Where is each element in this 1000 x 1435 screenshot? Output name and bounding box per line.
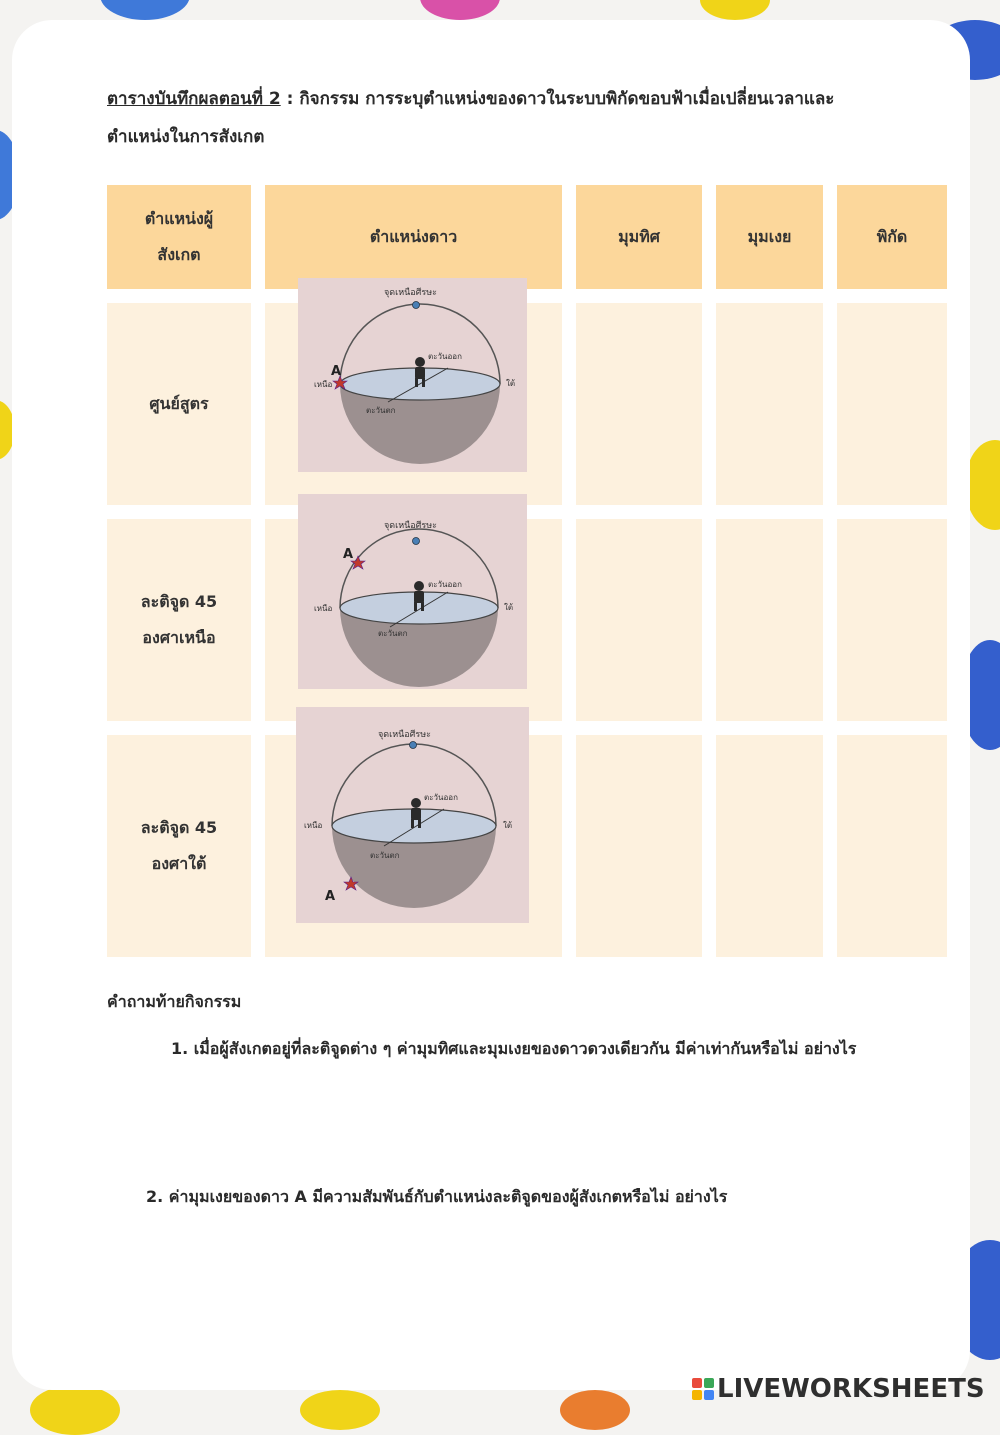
cell-azimuth-1[interactable] [576, 303, 702, 505]
paint-splash [560, 1390, 630, 1430]
west-label: ตะวันตก [378, 629, 408, 638]
zenith-label: จุดเหนือศีรษะ [378, 730, 431, 740]
cell-coordinate-3[interactable] [837, 735, 947, 957]
south-label: ใต้ [504, 603, 514, 612]
title-line1: : กิจกรรม การระบุตำแหน่งของดาวในระบบพิกัดขอบฟ้าเมื่อเปลี่ยนเวลาและ [280, 89, 835, 109]
paint-splash [300, 1390, 380, 1430]
header-azimuth: มุมทิศ [576, 185, 702, 289]
cell-altitude-1[interactable] [716, 303, 823, 505]
header-observer: ตำแหน่งผู้ สังเกต [107, 185, 251, 289]
star-a-marker [351, 556, 365, 569]
row-observer-equator: ศูนย์สูตร [107, 303, 251, 505]
row-observer-45s: ละติจูด 45 องศาใต้ [107, 735, 251, 957]
title-line2: ตำแหน่งในการสังเกต [107, 127, 265, 147]
paint-splash [100, 0, 190, 20]
page-title [107, 80, 907, 156]
celestial-sphere-diagram-3 [296, 707, 529, 923]
paint-splash [965, 440, 1000, 530]
north-label: เหนือ [304, 821, 323, 830]
east-label: ตะวันออก [424, 793, 458, 802]
cell-coordinate-1[interactable] [837, 303, 947, 505]
logo-mark-icon [692, 1378, 714, 1400]
celestial-sphere-diagram-1 [298, 278, 527, 472]
star-label: A [325, 889, 336, 904]
paint-splash [420, 0, 500, 20]
title-prefix: ตารางบันทึกผลตอนที่ 2 [107, 89, 281, 109]
west-label: ตะวันตก [366, 406, 396, 415]
north-label: เหนือ [314, 604, 333, 613]
cell-azimuth-2[interactable] [576, 519, 702, 721]
paint-splash [30, 1385, 120, 1435]
question-1: 1. เมื่อผู้สังเกตอยู่ที่ละติจูดต่าง ๆ ค่ามุมทิศและมุมเงยของดาวดวงเดียวกัน มีค่าเท่ากันหรือไม่ อย่างไร [171, 1039, 857, 1058]
north-label: เหนือ [314, 380, 333, 389]
star-label: A [343, 547, 354, 562]
east-label: ตะวันออก [428, 580, 462, 589]
liveworksheets-logo [692, 1372, 985, 1406]
row-observer-45n: ละติจูด 45 องศาเหนือ [107, 519, 251, 721]
east-label: ตะวันออก [428, 352, 462, 361]
header-coordinate: พิกัด [837, 185, 947, 289]
paint-splash [700, 0, 770, 20]
cell-azimuth-3[interactable] [576, 735, 702, 957]
question-2: 2. ค่ามุมเงยของดาว A มีความสัมพันธ์กับตำแหน่งละติจูดของผู้สังเกตหรือไม่ อย่างไร [146, 1187, 728, 1206]
cell-altitude-3[interactable] [716, 735, 823, 957]
star-label: A [331, 364, 342, 379]
celestial-sphere-diagram-2 [298, 494, 527, 689]
header-altitude: มุมเงย [716, 185, 823, 289]
questions-heading: คำถามท้ายกิจกรรม [107, 992, 242, 1011]
cell-altitude-2[interactable] [716, 519, 823, 721]
logo-text: LIVEWORKSHEETS [717, 1374, 985, 1404]
west-label: ตะวันตก [370, 851, 400, 860]
south-label: ใต้ [503, 821, 513, 830]
header-star-position: ตำแหน่งดาว [265, 185, 562, 289]
zenith-label: จุดเหนือศีรษะ [384, 521, 437, 531]
cell-coordinate-2[interactable] [837, 519, 947, 721]
zenith-label: จุดเหนือศีรษะ [384, 288, 437, 298]
south-label: ใต้ [506, 379, 516, 388]
